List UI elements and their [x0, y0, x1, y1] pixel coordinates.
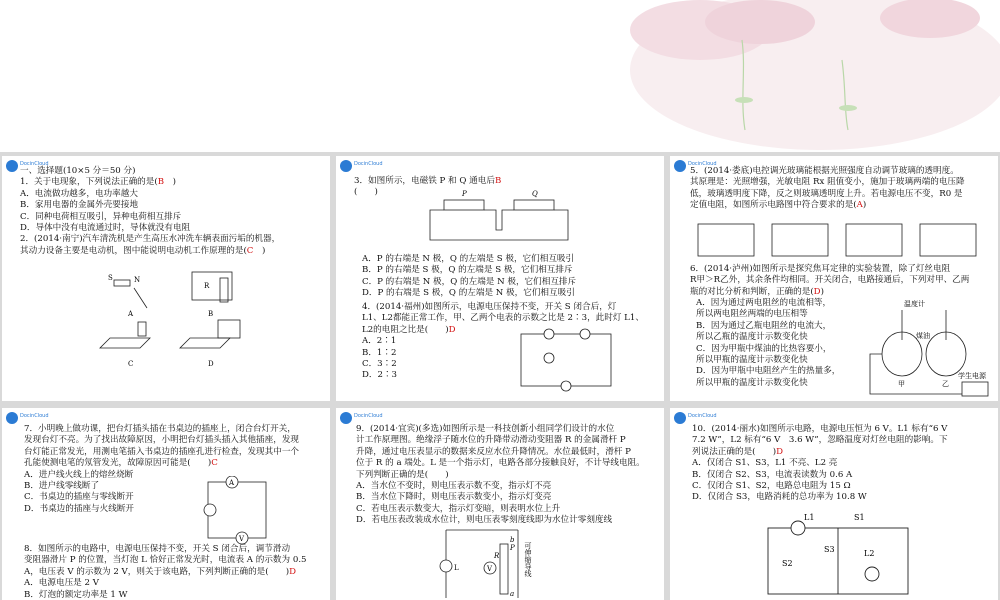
option-d-cont: 所以甲瓶的温度计示数变化快 [696, 377, 808, 388]
circuit-figure-7 [202, 476, 274, 546]
fig-label: A [229, 479, 235, 487]
lamp-circuit-figure [511, 326, 621, 396]
logo-icon [340, 412, 352, 424]
lamp-l2 [865, 567, 879, 581]
option-a: A．仅闭合 S1、S3，L1 不亮、L2 亮 [692, 458, 838, 469]
question-7-stem: 孔能使测电笔的氖管发光，故障原因可能是( ) [24, 458, 212, 469]
circuit-b [772, 224, 828, 256]
question-3-stem: 3．如图所示，电磁铁 P 和 Q 通电后 [354, 176, 495, 186]
fig-label: 温度计 [904, 300, 925, 308]
logo-text: DocinCloud [354, 413, 383, 419]
wire-a [134, 288, 147, 308]
slide-4[interactable] [2, 408, 330, 600]
fig-label: S1 [854, 513, 865, 522]
question-6-stem: 瓶的对比分析和判断，正确的是( [690, 286, 814, 297]
question-10 [692, 424, 948, 504]
electromagnet-figure [424, 186, 574, 244]
option-a: A．当水位不变时，则电压表示数不变，指示灯不亮 [356, 481, 552, 492]
logo-icon [674, 412, 686, 424]
question-9-stem: 9．(2014·宜宾)(多选)如图所示是一科技创新小组同学们设计的水位 [356, 424, 615, 434]
question-4-stem: 4．(2014·福州)如图所示，电源电压保持不变，开关 S 闭合后，灯 [362, 302, 617, 312]
dimming-glass-circuits [694, 214, 984, 260]
logo-text: DocinCloud [20, 413, 49, 419]
question-5-cont: 低，玻璃透明度下降，反之则玻璃透明度上升。若电源电压不变，R0 是 [690, 188, 963, 199]
floral-decoration [0, 0, 1000, 152]
option-d: D．书桌边的插座与火线断开 [24, 503, 135, 514]
fig-label: 学生电源 [958, 372, 986, 380]
circuit-figure-10 [760, 508, 920, 598]
fig-label: N [134, 276, 141, 284]
fig-label: S3 [824, 545, 835, 554]
fig-label: L2 [864, 549, 875, 558]
fig-label-p: P [462, 190, 467, 198]
question-2-cont: 其动力设备主要是电动机，图中能说明电动机工作原理的是(C ) [20, 245, 266, 256]
coil-q [514, 200, 554, 210]
answer-mark: C [246, 245, 254, 256]
logo-text: DocinCloud [688, 161, 717, 167]
question-8-stem: 8．如图所示的电路中，电源电压保持不变，开关 S 闭合后，调节滑动 [24, 544, 291, 554]
option-a: A．P 的右端是 N 极，Q 的左端是 S 极，它们相互吸引 [362, 254, 575, 264]
power-supply [962, 382, 988, 396]
leaf [735, 97, 753, 103]
fig-label: V [487, 565, 493, 573]
battery [484, 210, 514, 230]
question-7-stem: 台灯能正常发光，用测电笔插入书桌边的插座孔进行检查，发现其中一个 [24, 446, 300, 457]
slide-5[interactable] [336, 408, 664, 600]
section-title: 一、选择题(10×5 分＝50 分) [20, 166, 136, 176]
option-d: D．导体中没有电流通过时，导体就没有电阻 [20, 223, 191, 234]
question-5-end: 定值电阻，如图所示电路图中符合要求的是(A) [690, 200, 867, 211]
option-b: B．仅闭合 S2、S3，电流表读数为 0.6 A [692, 469, 853, 480]
magnet-a [114, 280, 130, 286]
option-c: C．3∶2 [362, 359, 397, 370]
option-b-cont: 所以乙瓶的温度计示数变化快 [696, 332, 808, 343]
question-1: 1．关于电现象，下列说法正确的是(B ) [20, 177, 177, 188]
option-c: C．P 的右端是 N 极，Q 的左端是 N 极，它们相互排斥 [362, 276, 577, 287]
coil-p [444, 200, 484, 210]
base-d [180, 338, 230, 348]
option-b: B．1∶2 [362, 347, 397, 358]
question-9-stem: 计工作原理图。绝缘浮子随水位的升降带动滑动变阻器 R 的金属滑杆 P [356, 435, 626, 446]
petal-mid [705, 0, 815, 44]
leaf [839, 105, 857, 111]
question-10-stem: 7.2 W”，L2 标有“6 V 3.6 W”，忽略温度对灯丝电阻的影响。下 [692, 435, 948, 446]
option-d: D．因为甲瓶中电阻丝产生的热量多， [696, 366, 841, 377]
question-7-end [24, 458, 299, 469]
question-6-stem: R甲＞R乙外，其余条件均相同。开关闭合，电路接通后，下列对甲、乙两 [690, 275, 970, 286]
option-c: C．书桌边的插座与零线断开 [24, 492, 134, 503]
slide-6[interactable] [670, 408, 998, 600]
question-8 [24, 544, 307, 600]
fig-label: V [239, 535, 245, 543]
fig-label: R [204, 282, 210, 290]
fig-label: 甲 [898, 380, 905, 388]
option-b: B．灯泡的额定功率是 1 W [24, 589, 128, 600]
option-c: C．同种电荷相互吸引，异种电荷相互排斥 [20, 211, 182, 222]
question-10-end [692, 447, 948, 458]
circuit-a [698, 224, 754, 256]
question-9 [356, 424, 645, 527]
lamp-l [440, 560, 452, 572]
base-c [100, 338, 150, 348]
fig-label: R [494, 552, 500, 560]
water-level-figure [436, 528, 556, 600]
wire [870, 354, 962, 394]
answer-mark: D [776, 446, 783, 457]
logo-icon [674, 160, 686, 172]
question-5: 5．(2014·娄底)电控调光玻璃能根据光照强度自动调节玻璃的透明度。 [690, 166, 959, 176]
lamp [204, 504, 216, 516]
circuit-b [192, 272, 232, 300]
fig-label: C [128, 360, 134, 368]
option-a: A．进户线火线上的熔丝烧断 [24, 469, 134, 480]
question-1-stem: 1．关于电现象，下列说法正确的是( [20, 177, 158, 188]
question-4-stem: L2的电阻之比是( ) [362, 324, 449, 335]
slide-grid [0, 152, 1000, 600]
slide-3[interactable] [670, 156, 998, 401]
fig-label: S2 [782, 559, 793, 568]
question-8-stem: A，电压表 V 的示数为 2 V，则关于该电路，下列判断正确的是( ) [24, 566, 290, 577]
question-2: 2．(2014·南宁)汽车清洗机是产生高压水冲洗车辆表面污垢的机器， [20, 234, 281, 245]
logo-icon [6, 160, 18, 172]
fig-label: P [510, 544, 515, 552]
question-10-stem: 10．(2014·丽水)如图所示电路，电源电压恒为 6 V。L1 标有“6 V [692, 424, 948, 434]
answer-mark: D [448, 324, 456, 335]
fig-label: b [510, 536, 515, 544]
slide-1[interactable] [2, 156, 330, 401]
question-8-stem: 变阻器滑片 P 的位置，当灯泡 L 恰好正常发光时，电流表 A 的示数为 0.5 [24, 555, 307, 566]
question-5-cont: 其原理是：光照增强，光敏电阻 Rx 阻值变小，施加于玻璃两端的电压降 [690, 177, 965, 188]
fig-label: a [510, 590, 515, 598]
logo-text: DocinCloud [354, 161, 383, 167]
magnet-c [138, 322, 146, 336]
motor-figures [92, 268, 262, 396]
lamp-l1 [544, 329, 554, 339]
lamp-l2 [580, 329, 590, 339]
circuit-d [920, 224, 976, 256]
meter-jia [544, 353, 554, 363]
slide-2[interactable] [336, 156, 664, 401]
slide-banner [0, 0, 1000, 152]
fig-label: L [454, 564, 459, 572]
answer-mark: D [813, 286, 821, 297]
question-6-end: 瓶的对比分析和判断，正确的是(D) [690, 286, 824, 297]
question-5-stem: 定值电阻，如图所示电路图中符合要求的是( [690, 200, 857, 211]
meter-d [218, 320, 240, 338]
option-c: C．因为甲瓶中煤油的比热容要小， [696, 343, 832, 354]
question-text [690, 166, 965, 212]
question-6-stem: 6．(2014·泸州)如图所示是探究焦耳定律的实验装置，除了灯丝电阻 [690, 264, 951, 274]
logo-text: DocinCloud [20, 161, 49, 167]
fig-label: 可伸缩导线 [524, 542, 532, 577]
answer-mark: B [494, 176, 502, 186]
question-9-stem: 下列判断正确的是( ) [356, 469, 449, 480]
fig-label: S [108, 274, 113, 282]
resistor-r [500, 544, 508, 594]
fig-label: 乙 [942, 380, 949, 388]
meter-yi [561, 381, 571, 391]
option-c-cont: 所以甲瓶的温度计示数变化快 [696, 355, 808, 366]
fig-label: D [208, 360, 214, 368]
question-text [20, 166, 280, 257]
circuit-loop [208, 482, 266, 538]
lamp-l1 [791, 521, 805, 535]
option-a: A．电流做功越多，电功率越大 [20, 188, 138, 199]
circuit-c [846, 224, 902, 256]
option-a: A．电源电压是 2 V [24, 578, 99, 589]
option-d: D．P 的右端是 S 极，Q 的左端是 N 极，它们相互吸引 [362, 288, 575, 299]
option-a: A．因为通过两电阻丝的电流相等， [696, 298, 832, 308]
answer-mark: D [289, 566, 297, 577]
question-9-stem: 位于 R 的 a 端处。L 是一个指示灯，电路各部分接触良好，不计导线电阻。 [356, 458, 645, 469]
question-3-options [362, 254, 576, 300]
answer-mark: C [211, 458, 218, 469]
option-c: C．若电压表示数变大，指示灯变暗，则表明水位上升 [356, 503, 561, 514]
question-9-stem: 升降，通过电压表显示的数据来反应水位升降情况。水位最低时，滑杆 P [356, 446, 631, 457]
question-8-end [24, 567, 307, 578]
answer-bracket: ( ) [354, 187, 378, 198]
logo-icon [6, 412, 18, 424]
docin-logo [340, 160, 382, 174]
answer-mark: A [856, 200, 863, 211]
question-6-options [696, 298, 840, 389]
question-2-stem: 其动力设备主要是电动机，图中能说明电动机工作原理的是( [20, 245, 247, 256]
fig-label: 煤油 [916, 332, 930, 340]
option-b: B．P 的右端是 S 极，Q 的左端是 S 极，它们相互排斥 [362, 265, 573, 276]
fig-label: A [128, 310, 134, 318]
joule-law-figure [866, 290, 994, 400]
circuit-loop [521, 334, 611, 386]
fig-label: B [208, 310, 214, 318]
question-4-stem: L1、L2都能正常工作，甲、乙两个电表的示数之比是 2∶3，此时灯 L1、 [362, 313, 644, 324]
answer-mark: B [157, 177, 165, 188]
question-10-stem: 列说法正确的是( ) [692, 446, 777, 457]
option-b: B．家用电器的金属外壳要接地 [20, 200, 139, 211]
fig-label-q: Q [532, 190, 538, 198]
option-d: D．若电压表改装成水位计，则电压表零刻度线即为水位计零刻度线 [356, 515, 613, 526]
question-7-stem: 发现台灯不亮。为了找出故障原因，小明把台灯插头插入其他插座，发现 [24, 435, 300, 446]
coil-b [220, 278, 228, 302]
option-b: B．因为通过乙瓶电阻丝的电流大， [696, 320, 832, 331]
option-b: B．当水位下降时，则电压表示数变小，指示灯变亮 [356, 492, 552, 503]
option-d: D．2∶3 [362, 370, 398, 381]
option-b: B．进户线零线断了 [24, 481, 100, 492]
logo-icon [340, 160, 352, 172]
circuit-wire [430, 210, 568, 240]
logo-text: DocinCloud [688, 413, 717, 419]
option-c: C．仅闭合 S1、S2，电路总电阻为 15 Ω [692, 481, 851, 492]
question-7-stem: 7．小明晚上做功课，把台灯插头插在书桌边的插座上，闭合台灯开关， [24, 424, 296, 434]
option-d: D．仅闭合 S3，电路消耗的总功率为 10.8 W [692, 492, 867, 503]
option-a-cont: 所以两电阻丝两端的电压相等 [696, 309, 808, 320]
fig-label: L1 [804, 513, 815, 522]
option-a: A．2∶1 [362, 336, 397, 347]
